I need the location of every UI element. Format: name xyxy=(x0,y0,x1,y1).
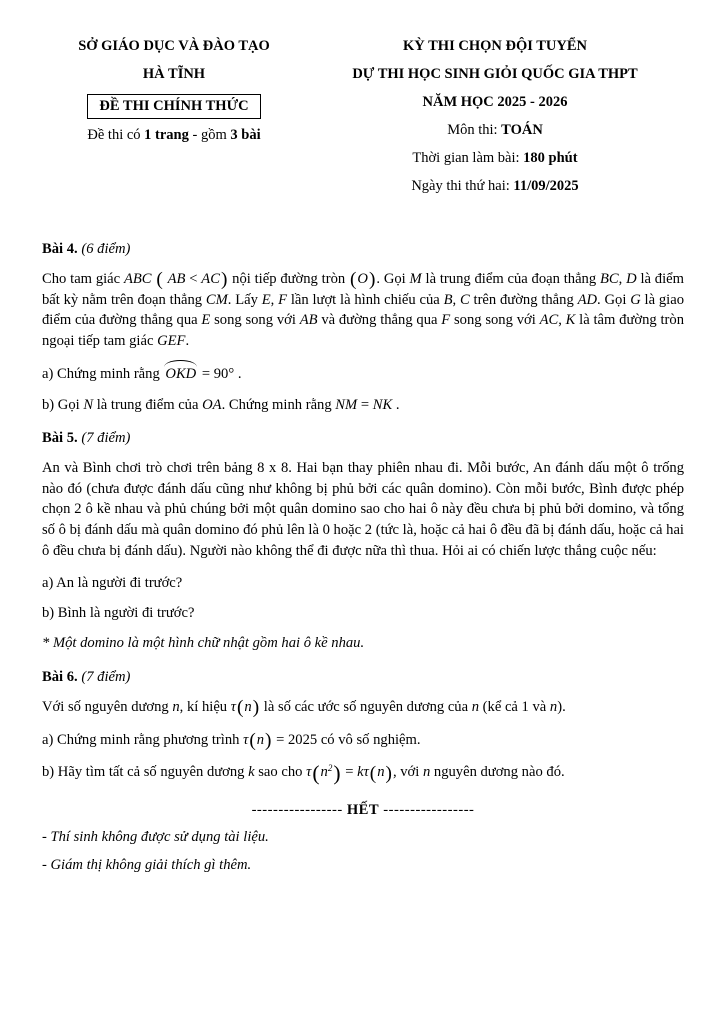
problem-6-part-a: a) Chứng minh rằng phương trình τ(n) = 2025 có vô số nghiệm. xyxy=(42,730,421,751)
problem-4-statement: Cho tam giác ABC ( AB < AC) nội tiếp đường tròn (O). Gọi M là trung điểm của đoạn thẳng BC, D là điểm bất kỳ nằm trên đoạn thẳng CM. Lấy E, F lần lượt là hình chiếu của B, C trên đường thẳng AD. Gọi G là giao điểm của đường thẳng qua E song song với AB và đường thẳng qua F song song với AC, K là tâm đường tròn ngoại tiếp tam giác GEF. xyxy=(42,269,685,349)
problem-5-footnote: * Một domino là một hình chữ nhật gồm hai ô kề nhau. xyxy=(42,635,365,652)
issuer-department: SỞ GIÁO DỤC VÀ ĐÀO TẠO xyxy=(78,38,270,54)
problem-5-part-b: b) Bình là người đi trước? xyxy=(42,605,195,622)
document-header xyxy=(42,38,684,206)
problem-6-part-b: b) Hãy tìm tất cả số nguyên dương k sao cho $\tau(n^2) = k\tau(n)$, với n nguyên dương nào đó. xyxy=(42,761,565,786)
footer-rule-1: - Thí sinh không được sử dụng tài liệu. xyxy=(42,829,269,846)
duration-line: Thời gian làm bài: 180 phút xyxy=(412,150,578,166)
official-exam-box-wrap xyxy=(42,94,306,119)
problem-5-part-a: a) An là người đi trước? xyxy=(42,575,183,592)
exam-info-block xyxy=(306,38,684,206)
exam-footer xyxy=(42,801,684,875)
problem-6-statement: Với số nguyên dương n, kí hiệu τ(n) là số các ước số nguyên dương của n (kể cả 1 và n). xyxy=(42,697,566,719)
issuer-province: HÀ TĨNH xyxy=(142,66,206,82)
problem-5-title: Bài 5. (7 điểm) xyxy=(42,430,131,447)
end-of-exam-line: ----------------- HẾT ----------------- xyxy=(251,801,475,818)
problem-4-part-a: a) Chứng minh rằng OKD = 90° . xyxy=(42,363,684,385)
exam-body xyxy=(42,239,684,785)
problem-5-statement: An và Bình chơi trò chơi trên bảng 8 x 8. Hai bạn thay phiên nhau đi. Mỗi bước, An đánh dấu một ô trống nào đó (chưa được đánh dấu cũng như không bị phủ bởi các quân domino). Còn mỗi bước, Bình được phép chọn 2 ô kề nhau và phủ chúng bởi một quân domino sao cho hai ô này đều chưa bị phủ bởi domino, và tổng số ô bị đánh dấu mà quân domino đó phủ lên là 0 hoặc 2 (tức là, hoặc cả hai ô đều đã bị đánh dấu, hoặc cả hai ô đều chưa bị đánh dấu). Người nào không thể đi được nữa thì thua. Hỏi ai có chiến lược thắng cuộc nếu: xyxy=(42,460,684,559)
contest-name-line2: DỰ THI HỌC SINH GIỎI QUỐC GIA THPT xyxy=(352,66,638,82)
page-count-note: Đề thi có 1 trang - gồm 3 bài xyxy=(87,127,261,143)
subject-line: Môn thi: TOÁN xyxy=(447,122,543,138)
official-exam-box: ĐỀ THI CHÍNH THỨC xyxy=(87,94,260,119)
problem-6-title: Bài 6. (7 điểm) xyxy=(42,669,131,685)
school-year: NĂM HỌC 2025 - 2026 xyxy=(422,94,568,110)
problem-4-part-b: b) Gọi N là trung điểm của OA. Chứng minh rằng NM = NK . xyxy=(42,396,400,413)
footer-rule-2: - Giám thị không giải thích gì thêm. xyxy=(42,856,252,873)
exam-date-line: Ngày thi thứ hai: 11/09/2025 xyxy=(411,178,579,194)
issuer-block xyxy=(42,38,306,206)
problem-4-title: Bài 4. (6 điểm) xyxy=(42,241,131,257)
contest-name-line1: KỲ THI CHỌN ĐỘI TUYỂN xyxy=(403,38,587,54)
